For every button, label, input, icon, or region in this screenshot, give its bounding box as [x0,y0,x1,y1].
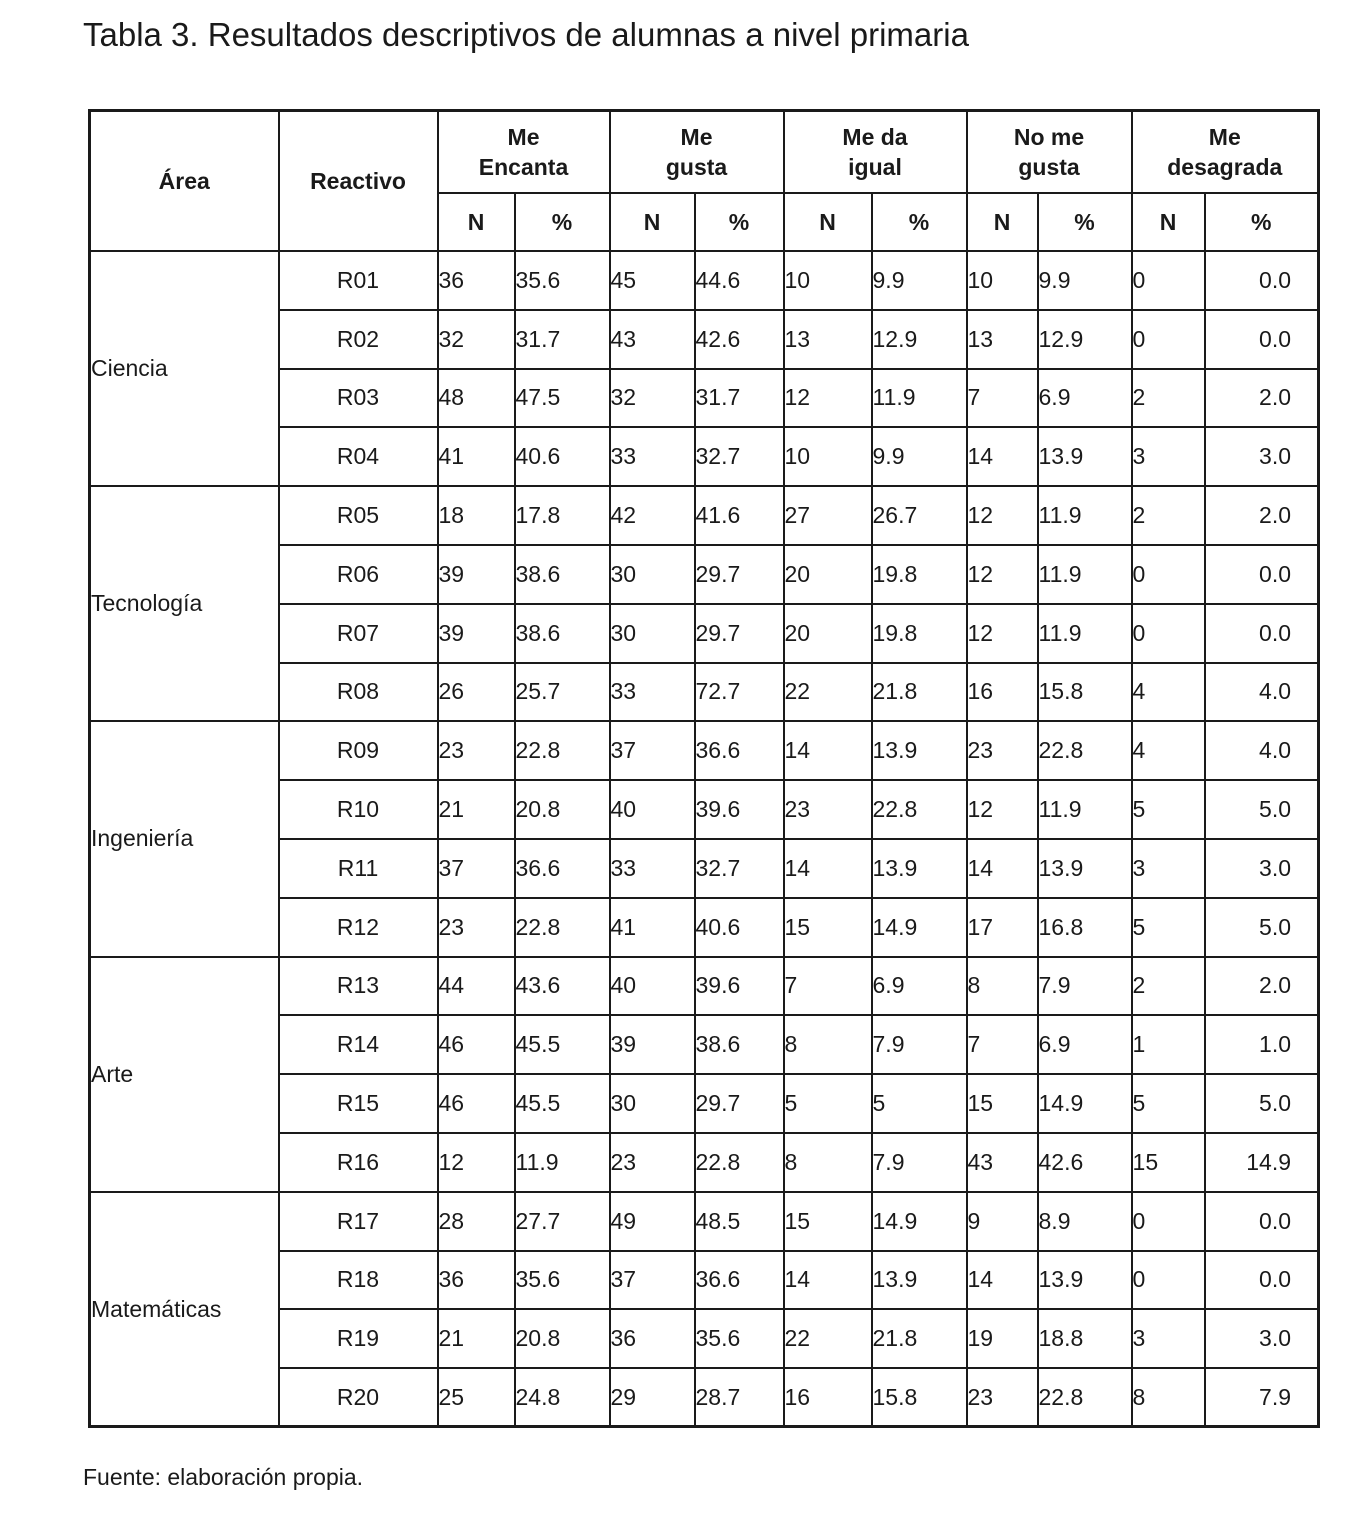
count-cell: 20 [784,604,872,663]
header-n: N [967,193,1038,251]
count-cell: 13 [967,310,1038,369]
percent-cell: 38.6 [515,545,610,604]
percent-cell: 24.8 [515,1368,610,1427]
reactivo-cell: R07 [279,604,438,663]
percent-cell: 12.9 [872,310,967,369]
percent-cell: 32.7 [695,427,784,486]
count-cell: 14 [784,1251,872,1310]
percent-cell: 42.6 [1038,1133,1132,1192]
percent-cell: 39.6 [695,957,784,1016]
header-reactivo: Reactivo [279,111,438,252]
count-cell: 32 [438,310,515,369]
count-cell: 22 [784,1309,872,1368]
percent-cell: 9.9 [872,251,967,310]
reactivo-cell: R02 [279,310,438,369]
percent-cell: 7.9 [1205,1368,1319,1427]
percent-cell: 22.8 [515,721,610,780]
percent-cell: 31.7 [515,310,610,369]
count-cell: 23 [784,780,872,839]
percent-cell: 11.9 [515,1133,610,1192]
percent-cell: 47.5 [515,369,610,428]
percent-cell: 21.8 [872,1309,967,1368]
percent-cell: 5.0 [1205,898,1319,957]
count-cell: 33 [610,839,695,898]
count-cell: 43 [967,1133,1038,1192]
percent-cell: 4.0 [1205,663,1319,722]
percent-cell: 19.8 [872,545,967,604]
area-cell: Arte [90,957,279,1192]
count-cell: 8 [784,1015,872,1074]
percent-cell: 36.6 [695,721,784,780]
count-cell: 10 [784,251,872,310]
count-cell: 3 [1132,1309,1205,1368]
reactivo-cell: R04 [279,427,438,486]
count-cell: 15 [967,1074,1038,1133]
reactivo-cell: R09 [279,721,438,780]
percent-cell: 12.9 [1038,310,1132,369]
percent-cell: 6.9 [1038,369,1132,428]
percent-cell: 13.9 [1038,839,1132,898]
percent-cell: 14.9 [872,898,967,957]
reactivo-cell: R11 [279,839,438,898]
reactivo-cell: R14 [279,1015,438,1074]
count-cell: 1 [1132,1015,1205,1074]
count-cell: 0 [1132,545,1205,604]
count-cell: 26 [438,663,515,722]
header-me-encanta [438,111,610,194]
count-cell: 8 [967,957,1038,1016]
header-pct: % [1038,193,1132,251]
count-cell: 32 [610,369,695,428]
reactivo-cell: R17 [279,1192,438,1251]
count-cell: 21 [438,1309,515,1368]
percent-cell: 44.6 [695,251,784,310]
header-group-line2: igual [848,154,902,180]
percent-cell: 21.8 [872,663,967,722]
header-group-line1: Me [507,124,540,150]
count-cell: 7 [967,369,1038,428]
percent-cell: 29.7 [695,604,784,663]
percent-cell: 5 [872,1074,967,1133]
percent-cell: 0.0 [1205,545,1319,604]
percent-cell: 0.0 [1205,1192,1319,1251]
percent-cell: 11.9 [1038,545,1132,604]
count-cell: 14 [967,839,1038,898]
table-header [90,111,1319,252]
percent-cell: 35.6 [695,1309,784,1368]
count-cell: 3 [1132,427,1205,486]
reactivo-cell: R13 [279,957,438,1016]
count-cell: 28 [438,1192,515,1251]
count-cell: 22 [784,663,872,722]
percent-cell: 19.8 [872,604,967,663]
count-cell: 4 [1132,721,1205,780]
percent-cell: 4.0 [1205,721,1319,780]
count-cell: 7 [967,1015,1038,1074]
count-cell: 42 [610,486,695,545]
count-cell: 44 [438,957,515,1016]
count-cell: 14 [784,721,872,780]
percent-cell: 11.9 [1038,486,1132,545]
area-cell: Tecnología [90,486,279,721]
count-cell: 45 [610,251,695,310]
percent-cell: 29.7 [695,545,784,604]
count-cell: 17 [967,898,1038,957]
percent-cell: 48.5 [695,1192,784,1251]
count-cell: 5 [1132,898,1205,957]
percent-cell: 7.9 [872,1015,967,1074]
count-cell: 12 [967,780,1038,839]
count-cell: 0 [1132,310,1205,369]
count-cell: 12 [967,604,1038,663]
count-cell: 30 [610,604,695,663]
count-cell: 13 [784,310,872,369]
percent-cell: 2.0 [1205,957,1319,1016]
count-cell: 36 [438,1251,515,1310]
percent-cell: 14.9 [1205,1133,1319,1192]
header-group-line1: Me [1208,124,1241,150]
percent-cell: 14.9 [872,1192,967,1251]
results-table [88,109,1320,1428]
count-cell: 8 [784,1133,872,1192]
percent-cell: 2.0 [1205,486,1319,545]
percent-cell: 45.5 [515,1074,610,1133]
count-cell: 37 [610,1251,695,1310]
count-cell: 20 [784,545,872,604]
reactivo-cell: R05 [279,486,438,545]
count-cell: 14 [967,1251,1038,1310]
count-cell: 41 [438,427,515,486]
count-cell: 30 [610,545,695,604]
count-cell: 15 [1132,1133,1205,1192]
header-group-line1: Me da [842,124,908,150]
count-cell: 30 [610,1074,695,1133]
count-cell: 12 [438,1133,515,1192]
percent-cell: 35.6 [515,251,610,310]
percent-cell: 38.6 [515,604,610,663]
count-cell: 14 [967,427,1038,486]
percent-cell: 20.8 [515,780,610,839]
reactivo-cell: R15 [279,1074,438,1133]
reactivo-cell: R06 [279,545,438,604]
percent-cell: 13.9 [872,1251,967,1310]
percent-cell: 40.6 [695,898,784,957]
header-n: N [610,193,695,251]
count-cell: 37 [610,721,695,780]
count-cell: 0 [1132,604,1205,663]
percent-cell: 20.8 [515,1309,610,1368]
header-me-gusta [610,111,784,194]
count-cell: 19 [967,1309,1038,1368]
count-cell: 14 [784,839,872,898]
count-cell: 48 [438,369,515,428]
count-cell: 23 [610,1133,695,1192]
count-cell: 46 [438,1074,515,1133]
header-n: N [438,193,515,251]
percent-cell: 26.7 [872,486,967,545]
count-cell: 4 [1132,663,1205,722]
percent-cell: 16.8 [1038,898,1132,957]
percent-cell: 7.9 [1038,957,1132,1016]
percent-cell: 22.8 [695,1133,784,1192]
percent-cell: 18.8 [1038,1309,1132,1368]
percent-cell: 22.8 [872,780,967,839]
count-cell: 23 [438,721,515,780]
count-cell: 5 [1132,780,1205,839]
percent-cell: 43.6 [515,957,610,1016]
percent-cell: 13.9 [872,839,967,898]
percent-cell: 13.9 [1038,1251,1132,1310]
header-me-desagrada [1132,111,1319,194]
count-cell: 23 [438,898,515,957]
header-group-line2: Encanta [478,154,569,180]
percent-cell: 0.0 [1205,1251,1319,1310]
reactivo-cell: R16 [279,1133,438,1192]
count-cell: 39 [438,545,515,604]
header-row-groups [90,111,1319,194]
count-cell: 12 [967,486,1038,545]
count-cell: 16 [967,663,1038,722]
count-cell: 5 [1132,1074,1205,1133]
percent-cell: 11.9 [872,369,967,428]
percent-cell: 32.7 [695,839,784,898]
header-n: N [1132,193,1205,251]
count-cell: 23 [967,721,1038,780]
percent-cell: 31.7 [695,369,784,428]
percent-cell: 27.7 [515,1192,610,1251]
header-area: Área [90,111,279,252]
percent-cell: 42.6 [695,310,784,369]
percent-cell: 0.0 [1205,604,1319,663]
percent-cell: 13.9 [872,721,967,780]
header-pct: % [872,193,967,251]
reactivo-cell: R18 [279,1251,438,1310]
percent-cell: 72.7 [695,663,784,722]
reactivo-cell: R20 [279,1368,438,1427]
header-pct: % [1205,193,1319,251]
count-cell: 12 [967,545,1038,604]
table-body [90,251,1319,1427]
table-row [90,251,1319,310]
count-cell: 7 [784,957,872,1016]
percent-cell: 9.9 [872,427,967,486]
header-group-line2: gusta [1018,154,1080,180]
header-group-line2: gusta [665,154,728,180]
count-cell: 15 [784,1192,872,1251]
percent-cell: 11.9 [1038,780,1132,839]
header-pct: % [515,193,610,251]
count-cell: 41 [610,898,695,957]
count-cell: 2 [1132,369,1205,428]
count-cell: 2 [1132,957,1205,1016]
count-cell: 0 [1132,1251,1205,1310]
area-cell: Ingeniería [90,721,279,956]
percent-cell: 41.6 [695,486,784,545]
percent-cell: 39.6 [695,780,784,839]
area-cell: Ciencia [90,251,279,486]
header-group-line2: desagrada [1167,154,1283,180]
percent-cell: 17.8 [515,486,610,545]
percent-cell: 5.0 [1205,780,1319,839]
count-cell: 9 [967,1192,1038,1251]
table-row [90,486,1319,545]
percent-cell: 8.9 [1038,1192,1132,1251]
percent-cell: 6.9 [872,957,967,1016]
percent-cell: 3.0 [1205,427,1319,486]
percent-cell: 40.6 [515,427,610,486]
percent-cell: 0.0 [1205,251,1319,310]
table-row [90,1192,1319,1251]
count-cell: 23 [967,1368,1038,1427]
count-cell: 29 [610,1368,695,1427]
percent-cell: 45.5 [515,1015,610,1074]
header-pct: % [695,193,784,251]
reactivo-cell: R12 [279,898,438,957]
count-cell: 3 [1132,839,1205,898]
header-group-line1: Me [680,124,713,150]
percent-cell: 3.0 [1205,1309,1319,1368]
count-cell: 49 [610,1192,695,1251]
percent-cell: 5.0 [1205,1074,1319,1133]
percent-cell: 22.8 [1038,1368,1132,1427]
percent-cell: 2.0 [1205,369,1319,428]
count-cell: 5 [784,1074,872,1133]
reactivo-cell: R08 [279,663,438,722]
count-cell: 33 [610,427,695,486]
percent-cell: 11.9 [1038,604,1132,663]
count-cell: 43 [610,310,695,369]
count-cell: 0 [1132,251,1205,310]
percent-cell: 14.9 [1038,1074,1132,1133]
count-cell: 21 [438,780,515,839]
percent-cell: 38.6 [695,1015,784,1074]
percent-cell: 28.7 [695,1368,784,1427]
count-cell: 40 [610,780,695,839]
count-cell: 36 [610,1309,695,1368]
count-cell: 40 [610,957,695,1016]
percent-cell: 0.0 [1205,310,1319,369]
percent-cell: 9.9 [1038,251,1132,310]
percent-cell: 13.9 [1038,427,1132,486]
count-cell: 46 [438,1015,515,1074]
reactivo-cell: R01 [279,251,438,310]
percent-cell: 36.6 [695,1251,784,1310]
percent-cell: 7.9 [872,1133,967,1192]
count-cell: 2 [1132,486,1205,545]
header-me-da-igual [784,111,967,194]
table-row [90,957,1319,1016]
header-group-line1: No me [1013,124,1085,150]
percent-cell: 6.9 [1038,1015,1132,1074]
percent-cell: 25.7 [515,663,610,722]
count-cell: 12 [784,369,872,428]
count-cell: 0 [1132,1192,1205,1251]
percent-cell: 36.6 [515,839,610,898]
count-cell: 10 [784,427,872,486]
count-cell: 25 [438,1368,515,1427]
area-cell: Matemáticas [90,1192,279,1427]
count-cell: 33 [610,663,695,722]
count-cell: 39 [610,1015,695,1074]
percent-cell: 35.6 [515,1251,610,1310]
count-cell: 27 [784,486,872,545]
header-no-me-gusta [967,111,1132,194]
count-cell: 10 [967,251,1038,310]
count-cell: 15 [784,898,872,957]
percent-cell: 22.8 [515,898,610,957]
percent-cell: 15.8 [872,1368,967,1427]
reactivo-cell: R10 [279,780,438,839]
percent-cell: 22.8 [1038,721,1132,780]
source-note: Fuente: elaboración propia. [83,1464,364,1490]
count-cell: 18 [438,486,515,545]
percent-cell: 1.0 [1205,1015,1319,1074]
table-title: Tabla 3. Resultados descriptivos de alumnas a nivel primaria [83,16,969,53]
percent-cell: 15.8 [1038,663,1132,722]
percent-cell: 29.7 [695,1074,784,1133]
count-cell: 37 [438,839,515,898]
reactivo-cell: R19 [279,1309,438,1368]
count-cell: 39 [438,604,515,663]
header-n: N [784,193,872,251]
count-cell: 16 [784,1368,872,1427]
reactivo-cell: R03 [279,369,438,428]
percent-cell: 3.0 [1205,839,1319,898]
table-row [90,721,1319,780]
count-cell: 8 [1132,1368,1205,1427]
count-cell: 36 [438,251,515,310]
